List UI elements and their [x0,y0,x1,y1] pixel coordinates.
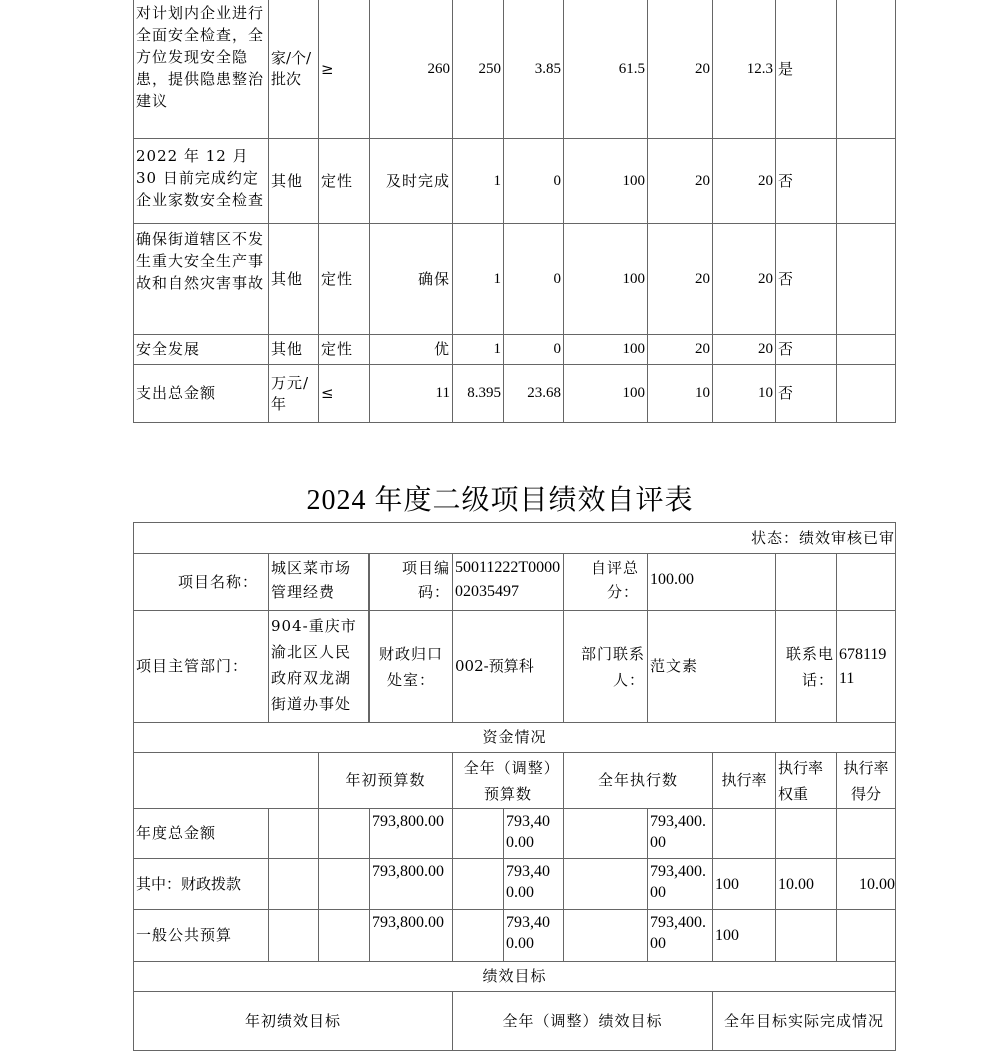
funds-header-rate: 执行率 [712,752,776,809]
indicator-score: 12.3 [712,0,776,139]
empty-cell [452,858,504,910]
funds-row-label: 其中：财政拨款 [133,858,269,910]
indicator-unit [268,0,319,139]
phone-value: 67811911 [836,610,896,723]
indicator-value: 1 [452,223,504,335]
indicator-note [836,334,896,365]
indicator-note [836,364,896,423]
indicator-desc: 2022 年 12 月 30 日前完成约定企业家数安全检查 [133,138,269,224]
funds-executed: 793,400.00 [647,858,713,910]
indicator-completion: 100 [563,334,648,365]
funds-adjusted: 793,400.00 [503,909,564,962]
goals-header-initial: 年初绩效目标 [133,991,453,1051]
funds-rate: 100 [712,909,776,962]
indicator-unit: 万元/年 [268,364,319,423]
page-title: 2024 年度二级项目绩效自评表 [306,485,694,516]
indicator-score: 20 [712,138,776,224]
indicator-unit: 其他 [268,138,319,224]
indicator-desc: 安全发展 [133,334,269,365]
indicator-operator: ≤ [318,364,370,423]
funds-header-adjusted: 全年（调整）预算数 [452,752,564,809]
indicator-note [836,223,896,335]
indicator-weight: 20 [647,334,713,365]
indicator-value: 250 [452,0,504,139]
indicator-target: 11 [369,364,453,423]
finance-value: 002-预算科 [452,610,564,723]
empty-cell [452,909,504,962]
finance-label: 财政归口处室： [369,610,453,723]
empty-cell [563,808,648,859]
indicator-deviation: 23.68 [503,364,564,423]
dept-label: 项目主管部门： [133,610,269,723]
project-name-label: 项目名称： [133,553,269,611]
funds-weight: 10.00 [775,858,837,910]
indicator-deviation: 0 [503,334,564,365]
indicator-desc: 对计划内企业进行全面安全检查，全方位发现安全隐患，提供隐患整治建议 [133,0,269,139]
goals-header-adjusted: 全年（调整）绩效目标 [452,991,713,1051]
indicator-weight: 10 [647,364,713,423]
funds-section-header: 资金情况 [133,722,896,753]
indicator-unit-text: 家/个/批次 [271,49,312,88]
indicator-unit: 其他 [268,223,319,335]
indicator-completion: 100 [563,223,648,335]
indicator-weight: 20 [647,223,713,335]
funds-executed: 793,400.00 [647,808,713,859]
project-code-label: 项目编码： [369,553,453,611]
funds-row-label: 一般公共预算 [133,909,269,962]
indicator-unit: 其他 [268,334,319,365]
empty-cell [318,858,370,910]
indicator-operator: 定性 [318,223,370,335]
indicator-flag: 否 [775,364,837,423]
indicator-target: 确保 [369,223,453,335]
indicator-operator: 定性 [318,334,370,365]
funds-initial: 793,800.00 [369,909,453,962]
funds-rate: 100 [712,858,776,910]
contact-label: 部门联系人： [563,610,648,723]
funds-initial: 793,800.00 [369,858,453,910]
empty-cell [775,553,837,611]
indicator-completion: 100 [563,138,648,224]
project-name-value: 城区菜市场管理经费 [268,553,369,611]
indicator-deviation: 0 [503,138,564,224]
dept-value: 904-重庆市渝北区人民政府双龙湖街道办事处 [268,610,369,723]
self-score-label: 自评总分： [563,553,648,611]
funds-score: 10.00 [836,858,896,910]
contact-value: 范文素 [647,610,776,723]
funds-header-score: 执行率得分 [836,752,896,809]
empty-cell [452,808,504,859]
indicator-value: 1 [452,138,504,224]
funds-adjusted: 793,400.00 [503,808,564,859]
funds-executed: 793,400.00 [647,909,713,962]
phone-label: 联系电话： [775,610,837,723]
indicator-flag: 否 [775,334,837,365]
goals-section-header: 绩效目标 [133,961,896,992]
empty-cell [268,858,319,910]
self-score-value: 100.00 [647,553,776,611]
indicator-operator: 定性 [318,138,370,224]
funds-header-initial: 年初预算数 [318,752,453,809]
indicator-flag: 否 [775,138,837,224]
indicator-value: 1 [452,334,504,365]
funds-initial: 793,800.00 [369,808,453,859]
indicator-desc: 确保街道辖区不发生重大安全生产事故和自然灾害事故 [133,223,269,335]
funds-header-executed: 全年执行数 [563,752,713,809]
indicator-weight: 20 [647,138,713,224]
empty-cell [836,553,896,611]
indicator-flag: 否 [775,223,837,335]
indicator-weight: 20 [647,0,713,139]
empty-cell [268,909,319,962]
empty-cell [318,808,370,859]
indicator-score: 20 [712,334,776,365]
empty-cell [268,808,319,859]
empty-cell [318,909,370,962]
funds-header-blank [133,752,319,809]
indicator-value: 8.395 [452,364,504,423]
indicator-completion: 61.5 [563,0,648,139]
status-text: 状态：绩效审核已审 [133,522,896,554]
indicator-flag: 是 [775,0,837,139]
funds-score [836,808,896,859]
empty-cell [563,909,648,962]
indicator-note [836,0,896,139]
indicator-deviation: 3.85 [503,0,564,139]
indicator-target: 260 [369,0,453,139]
empty-cell [563,858,648,910]
funds-header-weight: 执行率权重 [775,752,837,809]
indicator-score: 20 [712,223,776,335]
funds-adjusted: 793,400.00 [503,858,564,910]
funds-row-label: 年度总金额 [133,808,269,859]
funds-score [836,909,896,962]
indicator-desc: 支出总金额 [133,364,269,423]
indicator-score: 10 [712,364,776,423]
funds-rate [712,808,776,859]
indicator-deviation: 0 [503,223,564,335]
indicator-target: 优 [369,334,453,365]
indicator-operator: ≥ [318,0,370,139]
project-code-value: 50011222T000002035497 [452,553,564,611]
indicator-completion: 100 [563,364,648,423]
goals-header-actual: 全年目标实际完成情况 [712,991,896,1051]
funds-weight [775,909,837,962]
indicator-target: 及时完成 [369,138,453,224]
funds-weight [775,808,837,859]
indicator-note [836,138,896,224]
